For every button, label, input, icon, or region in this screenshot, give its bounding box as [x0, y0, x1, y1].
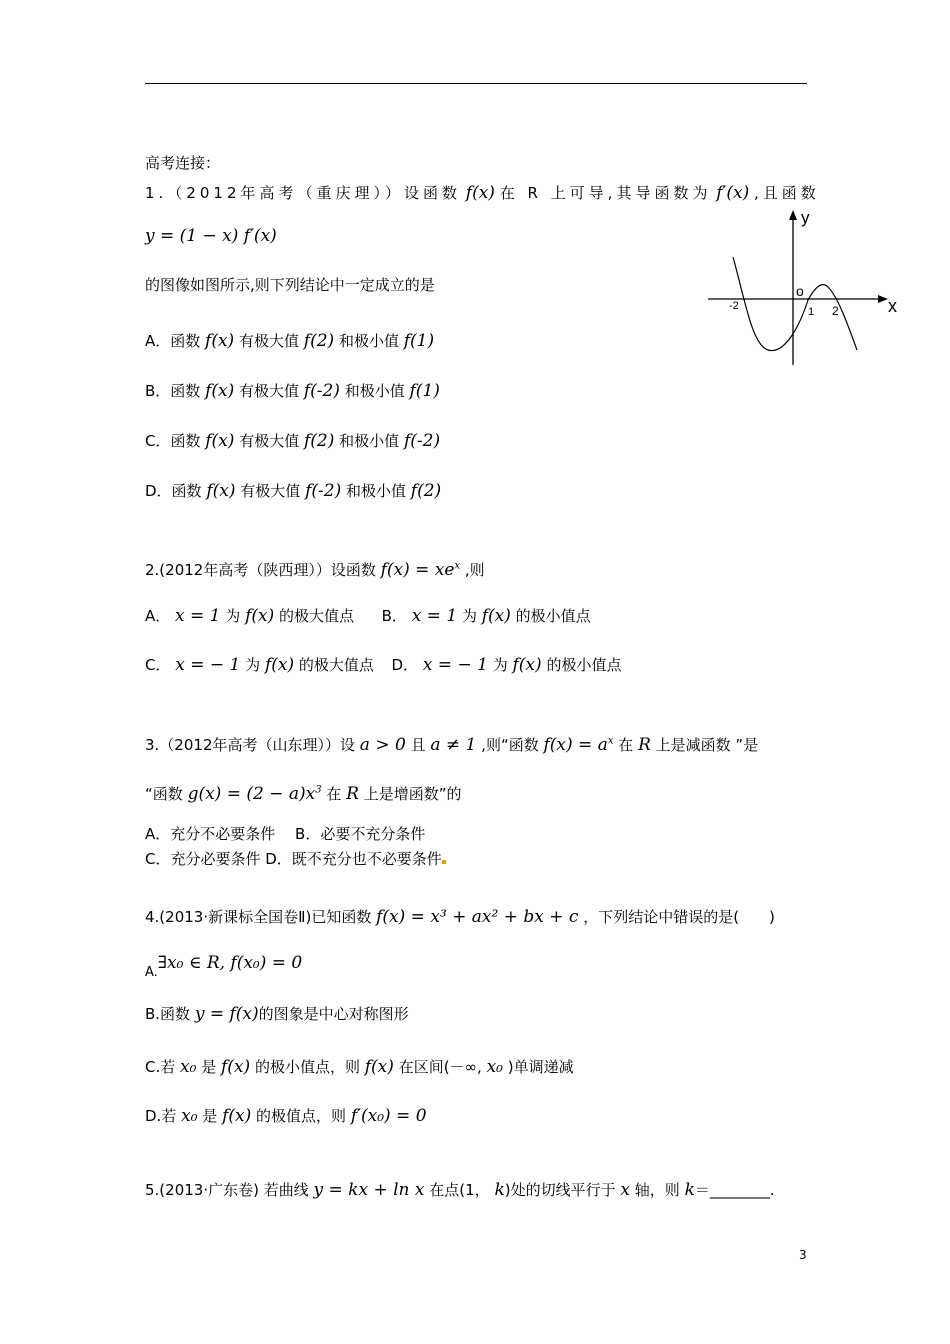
option-text: 为 [245, 656, 261, 674]
q3-g-exp: 3 [315, 784, 322, 796]
q3-f-base: f(x) = a [543, 735, 608, 755]
option-eq: x = − 1 [422, 655, 488, 675]
q3-stem [145, 735, 758, 755]
q3-text: 在 [618, 736, 634, 754]
q4-option-a [145, 953, 303, 980]
option-label: A． [145, 607, 171, 625]
q3-stem-2 [145, 784, 462, 804]
q5-k: k [684, 1180, 695, 1200]
option-label: A．函数 [145, 332, 201, 350]
option-text: 有极大值 [238, 332, 299, 350]
option-min: f(-2) [403, 431, 441, 451]
q1-desc: 的图像如图所示,则下列结论中一定成立的是 [145, 276, 435, 294]
q1-suffix: ,且函数 [754, 184, 820, 202]
option-text: 的极小值点 [515, 607, 591, 625]
option-label: A. [145, 965, 158, 980]
option-max: f(2) [303, 331, 335, 351]
q2-prefix: 2.(2012年高考（陕西理））设函数 [145, 561, 376, 579]
q5-text: 轴，则 [634, 1181, 680, 1199]
q5-text: 在点(1， [429, 1181, 490, 1199]
q4-a-formula: ∃x₀ ∈ R, f(x₀) = 0 [157, 953, 303, 973]
option-f: f(x) [481, 606, 511, 626]
tick-2: 2 [832, 304, 839, 318]
q2-formula-base: f(x) = xe [380, 560, 455, 580]
option-text: 为 [461, 607, 477, 625]
q4-x0: x₀ [180, 1057, 197, 1077]
header-rule [145, 83, 807, 84]
q4-formula: f(x) = x³ + ax² + bx + c [376, 907, 579, 927]
q1-option-b [145, 381, 440, 401]
option-f: f(x) [205, 331, 235, 351]
option-text: 是 [202, 1107, 218, 1125]
tick-neg2: -2 [729, 300, 739, 312]
section-title: 高考连接： [145, 154, 221, 172]
option-eq: x = − 1 [175, 655, 241, 675]
option-f: f(x) [245, 606, 275, 626]
q1-prefix: 1.（2012年高考（重庆理））设函数 [145, 184, 461, 202]
option-f: f(x) [221, 1057, 251, 1077]
option-text: 和极小值 [338, 332, 399, 350]
x-label: x [888, 296, 897, 316]
option-label: C．函数 [145, 432, 201, 450]
q3-text: 上是减函数 ”是 [655, 736, 759, 754]
q3-r: R [346, 784, 359, 804]
option-f: f(x) [205, 431, 235, 451]
q3-f [544, 735, 614, 755]
q2-stem [145, 560, 485, 580]
option-label: C.若 [145, 1058, 176, 1076]
option-min: f(1) [403, 331, 435, 351]
origin-label: o [796, 283, 804, 299]
option-text: 为 [225, 607, 241, 625]
option-text: 是 [201, 1058, 217, 1076]
option-text: 的极小值点 [546, 656, 622, 674]
q3-text: 上是增函数”的 [363, 785, 462, 803]
option-max: f(2) [304, 431, 335, 451]
option-text: 为 [492, 656, 508, 674]
option-eq: x = 1 [175, 606, 221, 626]
option-f: f(x) [205, 381, 235, 401]
option-f: f(x) [264, 655, 295, 675]
q3-text: 且 [410, 736, 426, 754]
q3-cond2: a ≠ 1 [430, 735, 477, 755]
option-min: f(1) [409, 381, 440, 401]
q1-formula-line [145, 226, 277, 246]
q4-d-formula: f′(x₀) = 0 [350, 1106, 427, 1126]
q3-text: 在 [326, 785, 342, 803]
tick-1: 1 [808, 306, 815, 318]
q5-answer-blank: ＝________. [694, 1181, 775, 1199]
q1-fx: f(x) [465, 183, 495, 203]
q1-option-d [145, 481, 441, 501]
q1-stem [145, 183, 820, 203]
q1-option-a [145, 331, 434, 351]
option-text: 的图象是中心对称图形 [258, 1005, 409, 1023]
option-text: 的极大值点 [298, 656, 374, 674]
q2-formula-exp: x [454, 560, 461, 572]
q4-b-formula: y = f(x) [194, 1004, 259, 1024]
option-text: 有极大值 [239, 432, 300, 450]
page-number: 3 [799, 1248, 807, 1262]
y-label: y [801, 208, 810, 227]
q3-f-exp: x [607, 735, 614, 747]
option-max: f(-2) [303, 381, 340, 401]
option-text: 的极值点，则 [256, 1107, 347, 1125]
option-text: 和极小值 [339, 432, 400, 450]
q3-options-cd [145, 849, 446, 869]
option-text: )单调递减 [507, 1058, 574, 1076]
q5-k: k [494, 1180, 505, 1200]
q3-text: “函数 [145, 785, 183, 803]
y-axis-arrow-icon [789, 210, 797, 220]
option-label: C． [145, 656, 171, 674]
option-f: f(x) [512, 655, 542, 675]
option-max: f(-2) [305, 481, 342, 501]
q3-r: R [638, 735, 651, 755]
q2-suffix: ,则 [464, 561, 485, 579]
q1-formula: y = (1 − x) f′(x) [145, 226, 277, 246]
q3-text: ,则“函数 [481, 736, 539, 754]
option-text: 的极大值点 [279, 607, 355, 625]
q2-options-cd [145, 655, 621, 675]
q1-graph [700, 205, 900, 370]
option-text: 的极小值点，则 [254, 1058, 360, 1076]
q3-prefix: 3.（2012年高考（山东理））设 [145, 736, 355, 754]
option-label: D． [391, 656, 419, 674]
q1-option-c [145, 431, 440, 451]
q5-text: )处的切线平行于 [504, 1181, 616, 1199]
option-text: 有极大值 [239, 382, 300, 400]
option-f: f(x) [364, 1057, 394, 1077]
x-axis-arrow-icon [878, 295, 888, 303]
q4-prefix: 4.(2013·新课标全国卷Ⅱ)已知函数 [145, 908, 372, 926]
q1-middle: 在 R 上可导,其导函数为 [499, 184, 712, 202]
option-label: D.若 [145, 1107, 177, 1125]
option-text: 在区间(－∞, [398, 1058, 482, 1076]
q4-stem [145, 907, 775, 927]
q2-formula [381, 560, 460, 580]
q4-option-b [145, 1004, 409, 1024]
q4-option-d [145, 1106, 427, 1126]
q5-formula: y = kx + ln x [313, 1180, 425, 1200]
q2-options-ab [145, 606, 591, 626]
option-f: f(x) [206, 481, 236, 501]
q5-stem [145, 1180, 775, 1200]
q4-x0: x₀ [181, 1106, 198, 1126]
option-label: B．函数 [145, 382, 201, 400]
q3-g [188, 784, 322, 804]
q1-fpx: f′(x) [716, 183, 750, 203]
option-text: 有极大值 [240, 482, 301, 500]
option-label: D．函数 [145, 482, 202, 500]
option-min: f(2) [410, 481, 442, 501]
option-f: f(x) [222, 1106, 252, 1126]
option-eq: x = 1 [411, 606, 458, 626]
option-text: 和极小值 [345, 482, 406, 500]
q4-x0: x₀ [486, 1057, 503, 1077]
q4-suffix: ，下列结论中错误的是( ) [583, 908, 775, 926]
q3-g-base: g(x) = (2 − a)x [187, 784, 316, 804]
q4-option-c [145, 1057, 574, 1077]
q3-option-text: C．充分必要条件 D．既不充分也不必要条件 [145, 850, 442, 868]
q3-cond1: a > 0 [359, 735, 406, 755]
option-label: B.函数 [145, 1005, 191, 1023]
option-text: 和极小值 [344, 382, 405, 400]
option-label: B． [381, 607, 407, 625]
q3-options-ab: A．充分不必要条件 B．必要不充分条件 [145, 825, 426, 843]
q5-x: x [620, 1180, 631, 1200]
marker-dot [442, 860, 446, 864]
q5-prefix: 5.(2013·广东卷) 若曲线 [145, 1181, 309, 1199]
